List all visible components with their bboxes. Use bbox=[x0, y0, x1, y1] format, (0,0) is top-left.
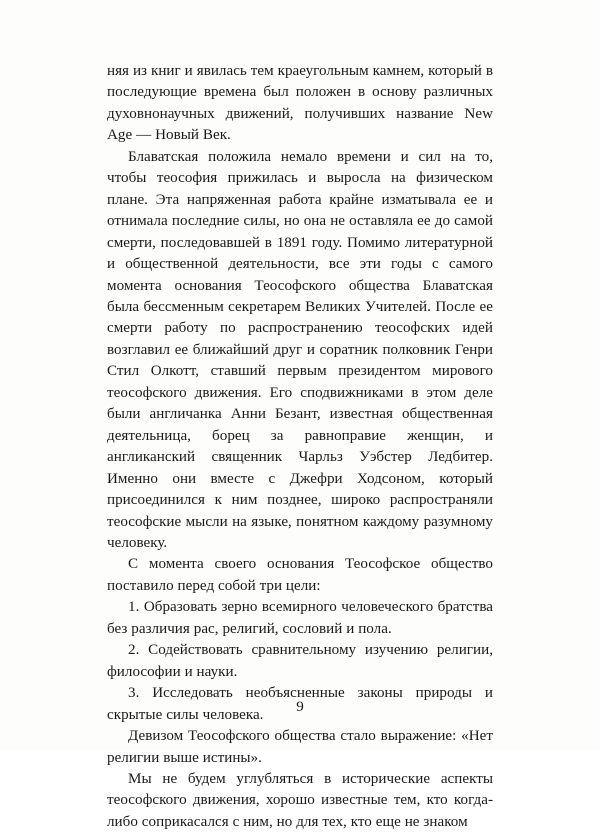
list-item-goal-3: 3. Исследовать необъясненные законы природы и скрытые силы человека. bbox=[107, 685, 493, 723]
paragraph-blavatsky-work: Блаватская положила немало времени и сил на то, чтобы теософия прижилась и выросла на физическом плане. Эта напряженная работа крайне изматывала ее и отнимала последние силы, но она не оставляла ее до самой смерти, последовавшей в 1891 году. Помимо литературной и общественной деятельности, все эти годы с самого момента основания Теософского общества Блаватская была бессменным секретарем Великих Учителей. После ее смерти работу по распространению теософских идей возглавил ее ближайший друг и соратник полковник Генри Стил Олкотт, ставший первым президентом мирового теософского движения. Его сподвижниками в этом деле были англичанка Анни Безант, известная общественная деятельница, борец за равноправие женщин, и англиканский священник Чарльз Уэбстер Ледбитер. Именно они вместе с Джефри Ходсоном, который присоединился к ним позднее, широко распространяли теософские мысли на языке, понятном каждому разумному человеку. bbox=[107, 148, 493, 551]
list-item-goal-2: 2. Содействовать сравнительному изучению религии, философии и науки. bbox=[107, 642, 493, 680]
list-item-goal-1: 1. Образовать зерно всемирного человеческого братства без различия рас, религий, сословий и пола. bbox=[107, 599, 493, 637]
paragraph-three-goals-intro: С момента своего основания Теософское общество поставило перед собой три цели: bbox=[107, 556, 493, 594]
paragraph-closing: Мы не будем углубляться в исторические аспекты теософского движения, хорошо известные тем, кто когда-либо соприкасался с ним, но для тех, кто еще не знаком bbox=[107, 770, 493, 830]
page-number: 9 bbox=[296, 699, 304, 715]
paragraph-motto: Девизом Теософского общества стало выражение: «Нет религии выше истины». bbox=[107, 728, 493, 766]
paragraph-continuation: няя из книг и явилась тем краеугольным камнем, который в последующие времена был положен в основу различных духовнонаучных движений, получивших название New Age — Новый Век. bbox=[107, 63, 493, 144]
